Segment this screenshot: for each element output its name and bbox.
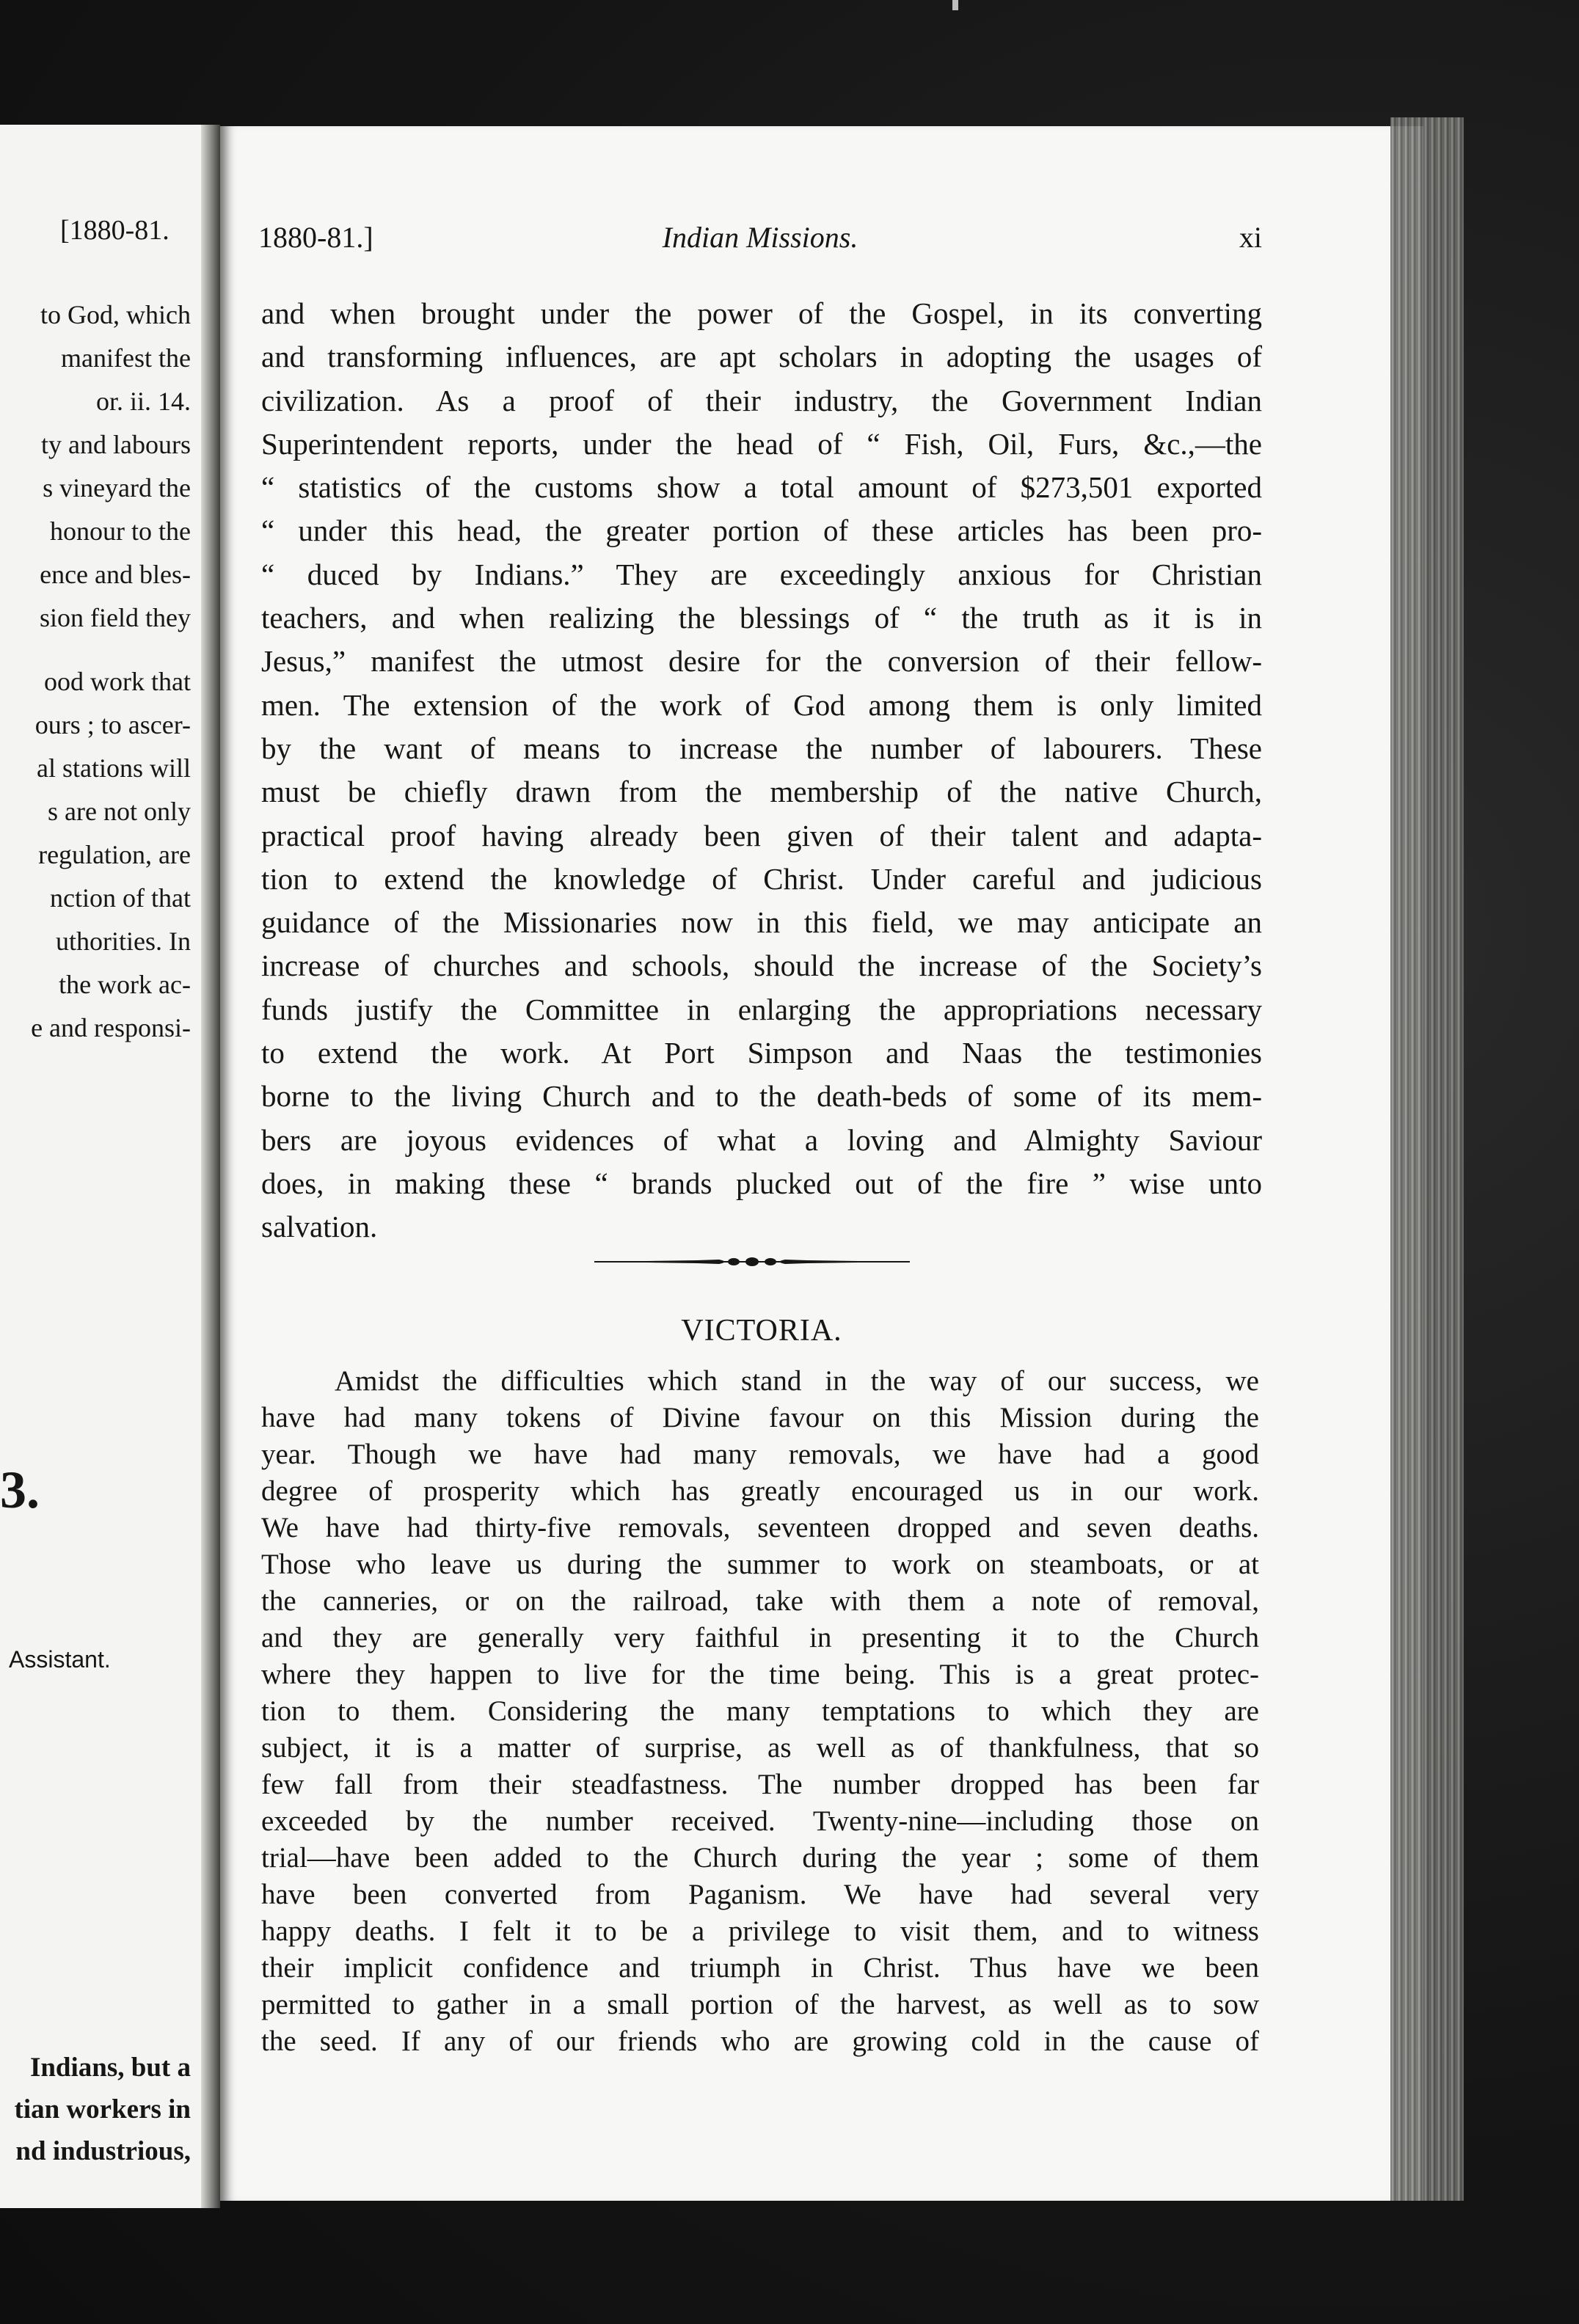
left-text-block-3	[0, 2047, 191, 2172]
text-line: trial—have been added to the Church during the year ; some of them	[261, 1842, 1259, 1874]
text-line: bers are joyous evidences of what a loving and Almighty Saviour	[261, 1122, 1262, 1157]
text-line: tion to extend the knowledge of Christ. Under careful and judicious	[261, 861, 1262, 896]
text-line: have had many tokens of Divine favour on this Mission during the	[261, 1402, 1259, 1433]
text-line: the canneries, or on the railroad, take with them a note of removal,	[261, 1585, 1259, 1617]
text-line: their implicit confidence and triumph in Christ. Thus have we been	[261, 1952, 1259, 1984]
text-line: Those who leave us during the summer to work on steamboats, or at	[261, 1549, 1259, 1580]
text-line: and when brought under the power of the Gospel, in its converting	[261, 296, 1262, 330]
left-line: Indians, but a	[29, 2053, 191, 2083]
paragraph-indian-missions	[261, 292, 1262, 1249]
left-line: regulation, are	[38, 840, 191, 869]
text-line: We have had thirty-five removals, seventeen dropped and seven deaths.	[261, 1512, 1259, 1543]
section-divider-ornament	[594, 1251, 910, 1273]
left-page-header: [1880-81.	[60, 215, 169, 246]
left-line: ood work that	[44, 667, 191, 696]
left-line: s vineyard the	[43, 473, 191, 503]
left-text-block-1	[0, 293, 191, 640]
text-line: “ under this head, the greater portion of these articles has been pro-	[261, 514, 1262, 548]
text-line: and transforming influences, are apt scholars in adopting the usages of	[261, 340, 1262, 374]
text-line: by the want of means to increase the number of labourers. These	[261, 731, 1262, 765]
scan-mark	[952, 0, 958, 10]
text-line: teachers, and when realizing the blessings of “ the truth as it is in	[261, 601, 1262, 635]
page-edge-stack	[1390, 117, 1464, 2201]
left-line: nction of that	[50, 883, 191, 913]
left-line: ty and labours	[41, 430, 191, 459]
left-line: ence and bles-	[40, 560, 191, 589]
text-line: exceeded by the number received. Twenty-nine—including those on	[261, 1805, 1259, 1837]
left-line: e and responsi-	[31, 1013, 191, 1042]
text-line: Jesus,” manifest the utmost desire for the conversion of their fellow-	[261, 644, 1262, 679]
running-head-year: 1880-81.]	[258, 221, 373, 254]
left-page-gutter	[201, 125, 220, 2208]
text-line: “ duced by Indians.” They are exceedingly anxious for Christian	[261, 557, 1262, 591]
left-line: the work ac-	[59, 970, 191, 999]
section-title-victoria: VICTORIA.	[681, 1314, 842, 1348]
text-line: men. The extension of the work of God among them is only limited	[261, 687, 1262, 722]
paragraph-victoria	[261, 1363, 1259, 2060]
left-line: ours ; to ascer-	[34, 710, 191, 739]
text-line: civilization. As a proof of their industry, the Government Indian	[261, 383, 1262, 417]
text-line: funds justify the Committee in enlarging the appropriations necessary	[261, 992, 1262, 1026]
text-line: where they happen to live for the time being. This is a great protec-	[261, 1659, 1259, 1690]
text-line: Superintendent reports, under the head of “ Fish, Oil, Furs, &c.,—the	[261, 426, 1262, 461]
left-line: nd industrious,	[15, 2136, 191, 2166]
left-text-block-2	[0, 660, 191, 1050]
running-head	[258, 220, 1262, 264]
left-line: to God, which	[40, 300, 191, 329]
text-line: must be chiefly drawn from the membership of the native Church,	[261, 775, 1262, 809]
text-line: increase of churches and schools, should the increase of the Society’s	[261, 949, 1262, 983]
left-line: honour to the	[50, 516, 191, 546]
text-line: tion to them. Considering the many temptations to which they are	[261, 1695, 1259, 1727]
text-line: happy deaths. I felt it to be a privilege to visit them, and to witness	[261, 1915, 1259, 1947]
left-line: tian workers in	[14, 2094, 191, 2124]
text-line: to extend the work. At Port Simpson and Naas the testimonies	[261, 1036, 1262, 1070]
page-number: xi	[1239, 221, 1262, 254]
left-line: or. ii. 14.	[95, 387, 191, 416]
text-line: and they are generally very faithful in presenting it to the Church	[261, 1622, 1259, 1654]
text-line: the seed. If any of our friends who are growing cold in the cause of	[261, 2025, 1259, 2057]
text-line: have been converted from Paganism. We have had several very	[261, 1879, 1259, 1910]
text-line: practical proof having already been given of their talent and adapta-	[261, 818, 1262, 852]
left-large-fragment: 3.	[0, 1461, 40, 1519]
text-line: borne to the living Church and to the death-beds of some of its mem-	[261, 1079, 1262, 1114]
text-line: subject, it is a matter of surprise, as well as of thankfulness, that so	[261, 1732, 1259, 1764]
text-line: degree of prosperity which has greatly encouraged us in our work.	[261, 1475, 1259, 1507]
text-line: year. Though we have had many removals, we have had a good	[261, 1439, 1259, 1470]
text-line: salvation.	[261, 1210, 378, 1244]
text-line: permitted to gather in a small portion of the harvest, as well as to sow	[261, 1989, 1259, 2020]
running-head-title: Indian Missions.	[662, 221, 858, 254]
text-line: “ statistics of the customs show a total amount of $273,501 exported	[261, 470, 1262, 505]
text-line: guidance of the Missionaries now in this field, we may anticipate an	[261, 905, 1262, 940]
left-page-fragment	[0, 125, 220, 2208]
text-line: does, in making these “ brands plucked out of the fire ” wise unto	[261, 1166, 1262, 1200]
left-line: s are not only	[48, 797, 191, 826]
left-line: sion field they	[40, 603, 191, 632]
text-line: Amidst the difficulties which stand in the way of our success, we	[335, 1365, 1259, 1397]
left-line: al stations will	[37, 753, 191, 783]
left-line: uthorities. In	[56, 927, 191, 956]
left-assistant-label: Assistant.	[9, 1646, 111, 1673]
left-line: manifest the	[61, 343, 191, 373]
text-line: few fall from their steadfastness. The number dropped has been far	[261, 1769, 1259, 1800]
